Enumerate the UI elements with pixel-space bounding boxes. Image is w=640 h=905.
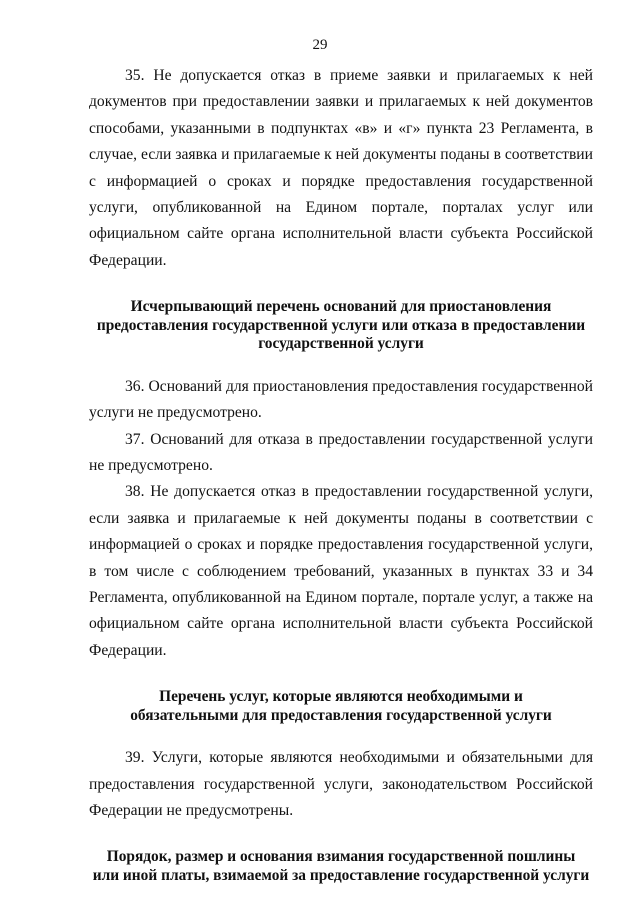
heading-suspension-refusal-grounds: [89, 298, 593, 354]
heading-line: обязательными для предоставления государственной услуги: [130, 706, 552, 724]
heading-line: Перечень услуг, которые являются необходимыми и: [159, 688, 523, 706]
paragraph-38: 38. Не допускается отказ в предоставлении государственной услуги, если заявка и прилагаемые к ней документы поданы в соответствии с информацией о сроках и порядке предоставления государственной услуги, в том числе с соблюдением требований, указанных в пунктах 33 и 34 Регламента, опубликованной на Едином портале, портале услуг, а также на официальном сайте органа исполнительной власти субъекта Российской Федерации.: [89, 483, 593, 659]
spacer: [89, 664, 593, 688]
spacer: [89, 354, 593, 374]
paragraph-37: 37. Оснований для отказа в предоставлении государственной услуги не предусмотрено.: [89, 430, 593, 474]
page-number: 29: [312, 37, 328, 53]
paragraph-36: 36. Оснований для приостановления предоставления государственной услуги не предусмотрено.: [89, 377, 593, 422]
heading-line: предоставления государственной услуги или отказа в предоставлении: [96, 316, 586, 334]
paragraph-35: 35. Не допускается отказ в приеме заявки и прилагаемых к ней документов при предоставлении заявки и прилагаемых к ней документов способами, указанными в подпунктах «в» и «г» пункта 23 Регламента, в случае, если заявка и прилагаемые к ней документы поданы в соответствии с информацией о сроках и порядке предоставления государственной услуги, опубликованной на Едином портале, порталах услуг или официальном сайте органа исполнительной власти субъекта Российской Федерации.: [89, 67, 593, 269]
spacer: [89, 274, 593, 298]
heading-state-fee: [89, 848, 593, 885]
heading-line: Исчерпывающий перечень оснований для приостановления: [130, 298, 552, 316]
heading-line: государственной услуги: [258, 335, 424, 353]
spacer: [89, 725, 593, 745]
heading-line: или иной платы, взимаемой за предоставление государственной услуги: [92, 866, 590, 884]
spacer: [89, 824, 593, 848]
heading-required-services: [89, 688, 593, 725]
heading-line: Порядок, размер и основания взимания государственной пошлины: [106, 848, 576, 866]
document-body: [89, 63, 593, 885]
paragraph-39: 39. Услуги, которые являются необходимыми и обязательными для предоставления государственной услуги, законодательством Российской Федерации не предусмотрены.: [89, 749, 593, 820]
